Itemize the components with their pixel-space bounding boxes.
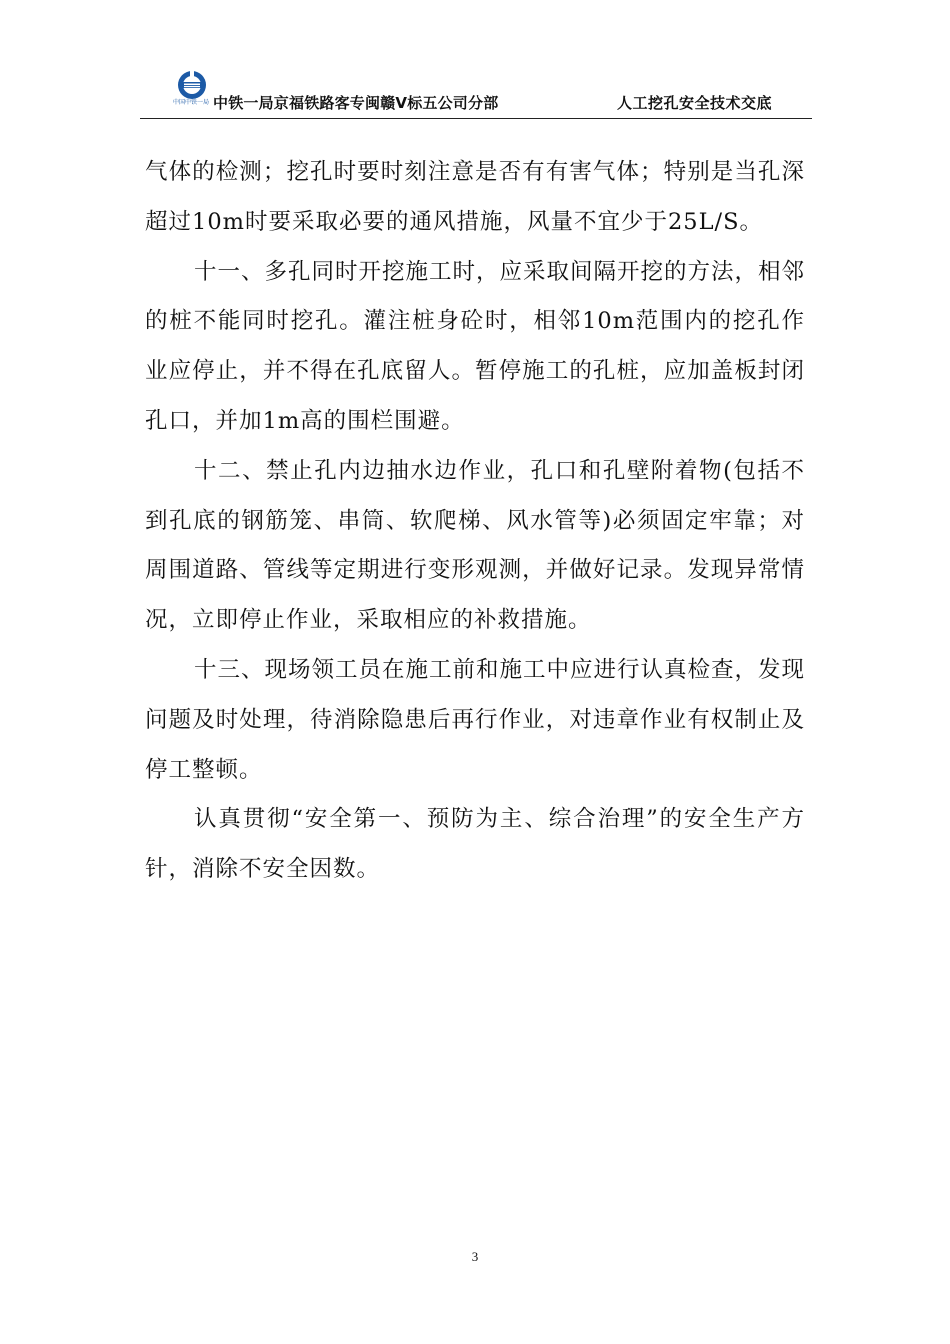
paragraph-item-11: 十一、多孔同时开挖施工时，应采取间隔开挖的方法，相邻的桩不能同时挖孔。灌注桩身砼时，相邻10m范围内的挖孔作业应停止，并不得在孔底留人。暂停施工的孔桩，应加盖板封闭孔口，并加1m高的围栏围避。 (145, 258, 806, 434)
header-company-title: 中铁一局京福铁路客专闽赣Ⅴ标五公司分部 (213, 94, 499, 112)
document-body (145, 148, 805, 895)
paragraph-continuation: 气体的检测；挖孔时要时刻注意是否有有害气体；特别是当孔深超过10m时要采取必要的通风措施，风量不宜少于25L/S。 (145, 159, 805, 235)
page-header (140, 64, 812, 120)
header-divider (140, 118, 812, 119)
logo-caption: 中国中铁一局 (172, 99, 209, 106)
page-number: 3 (471, 1249, 479, 1264)
paragraph-item-13: 十三、现场领工员在施工前和施工中应进行认真检查，发现问题及时处理，待消除隐患后再行作业，对违章作业有权制止及停工整顿。 (145, 656, 806, 783)
company-logo-icon (168, 68, 216, 114)
header-document-title: 人工挖孔安全技术交底 (616, 94, 772, 112)
paragraph-item-12: 十二、禁止孔内边抽水边作业，孔口和孔壁附着物(包括不到孔底的钢筋笼、串筒、软爬梯、风水管等)必须固定牢靠；对周围道路、管线等定期进行变形观测，并做好记录。发现异常情况，立即停止作业，采取相应的补救措施。 (145, 457, 805, 634)
paragraph-closing: 认真贯彻“安全第一、预防为主、综合治理”的安全生产方针，消除不安全因数。 (145, 806, 805, 883)
